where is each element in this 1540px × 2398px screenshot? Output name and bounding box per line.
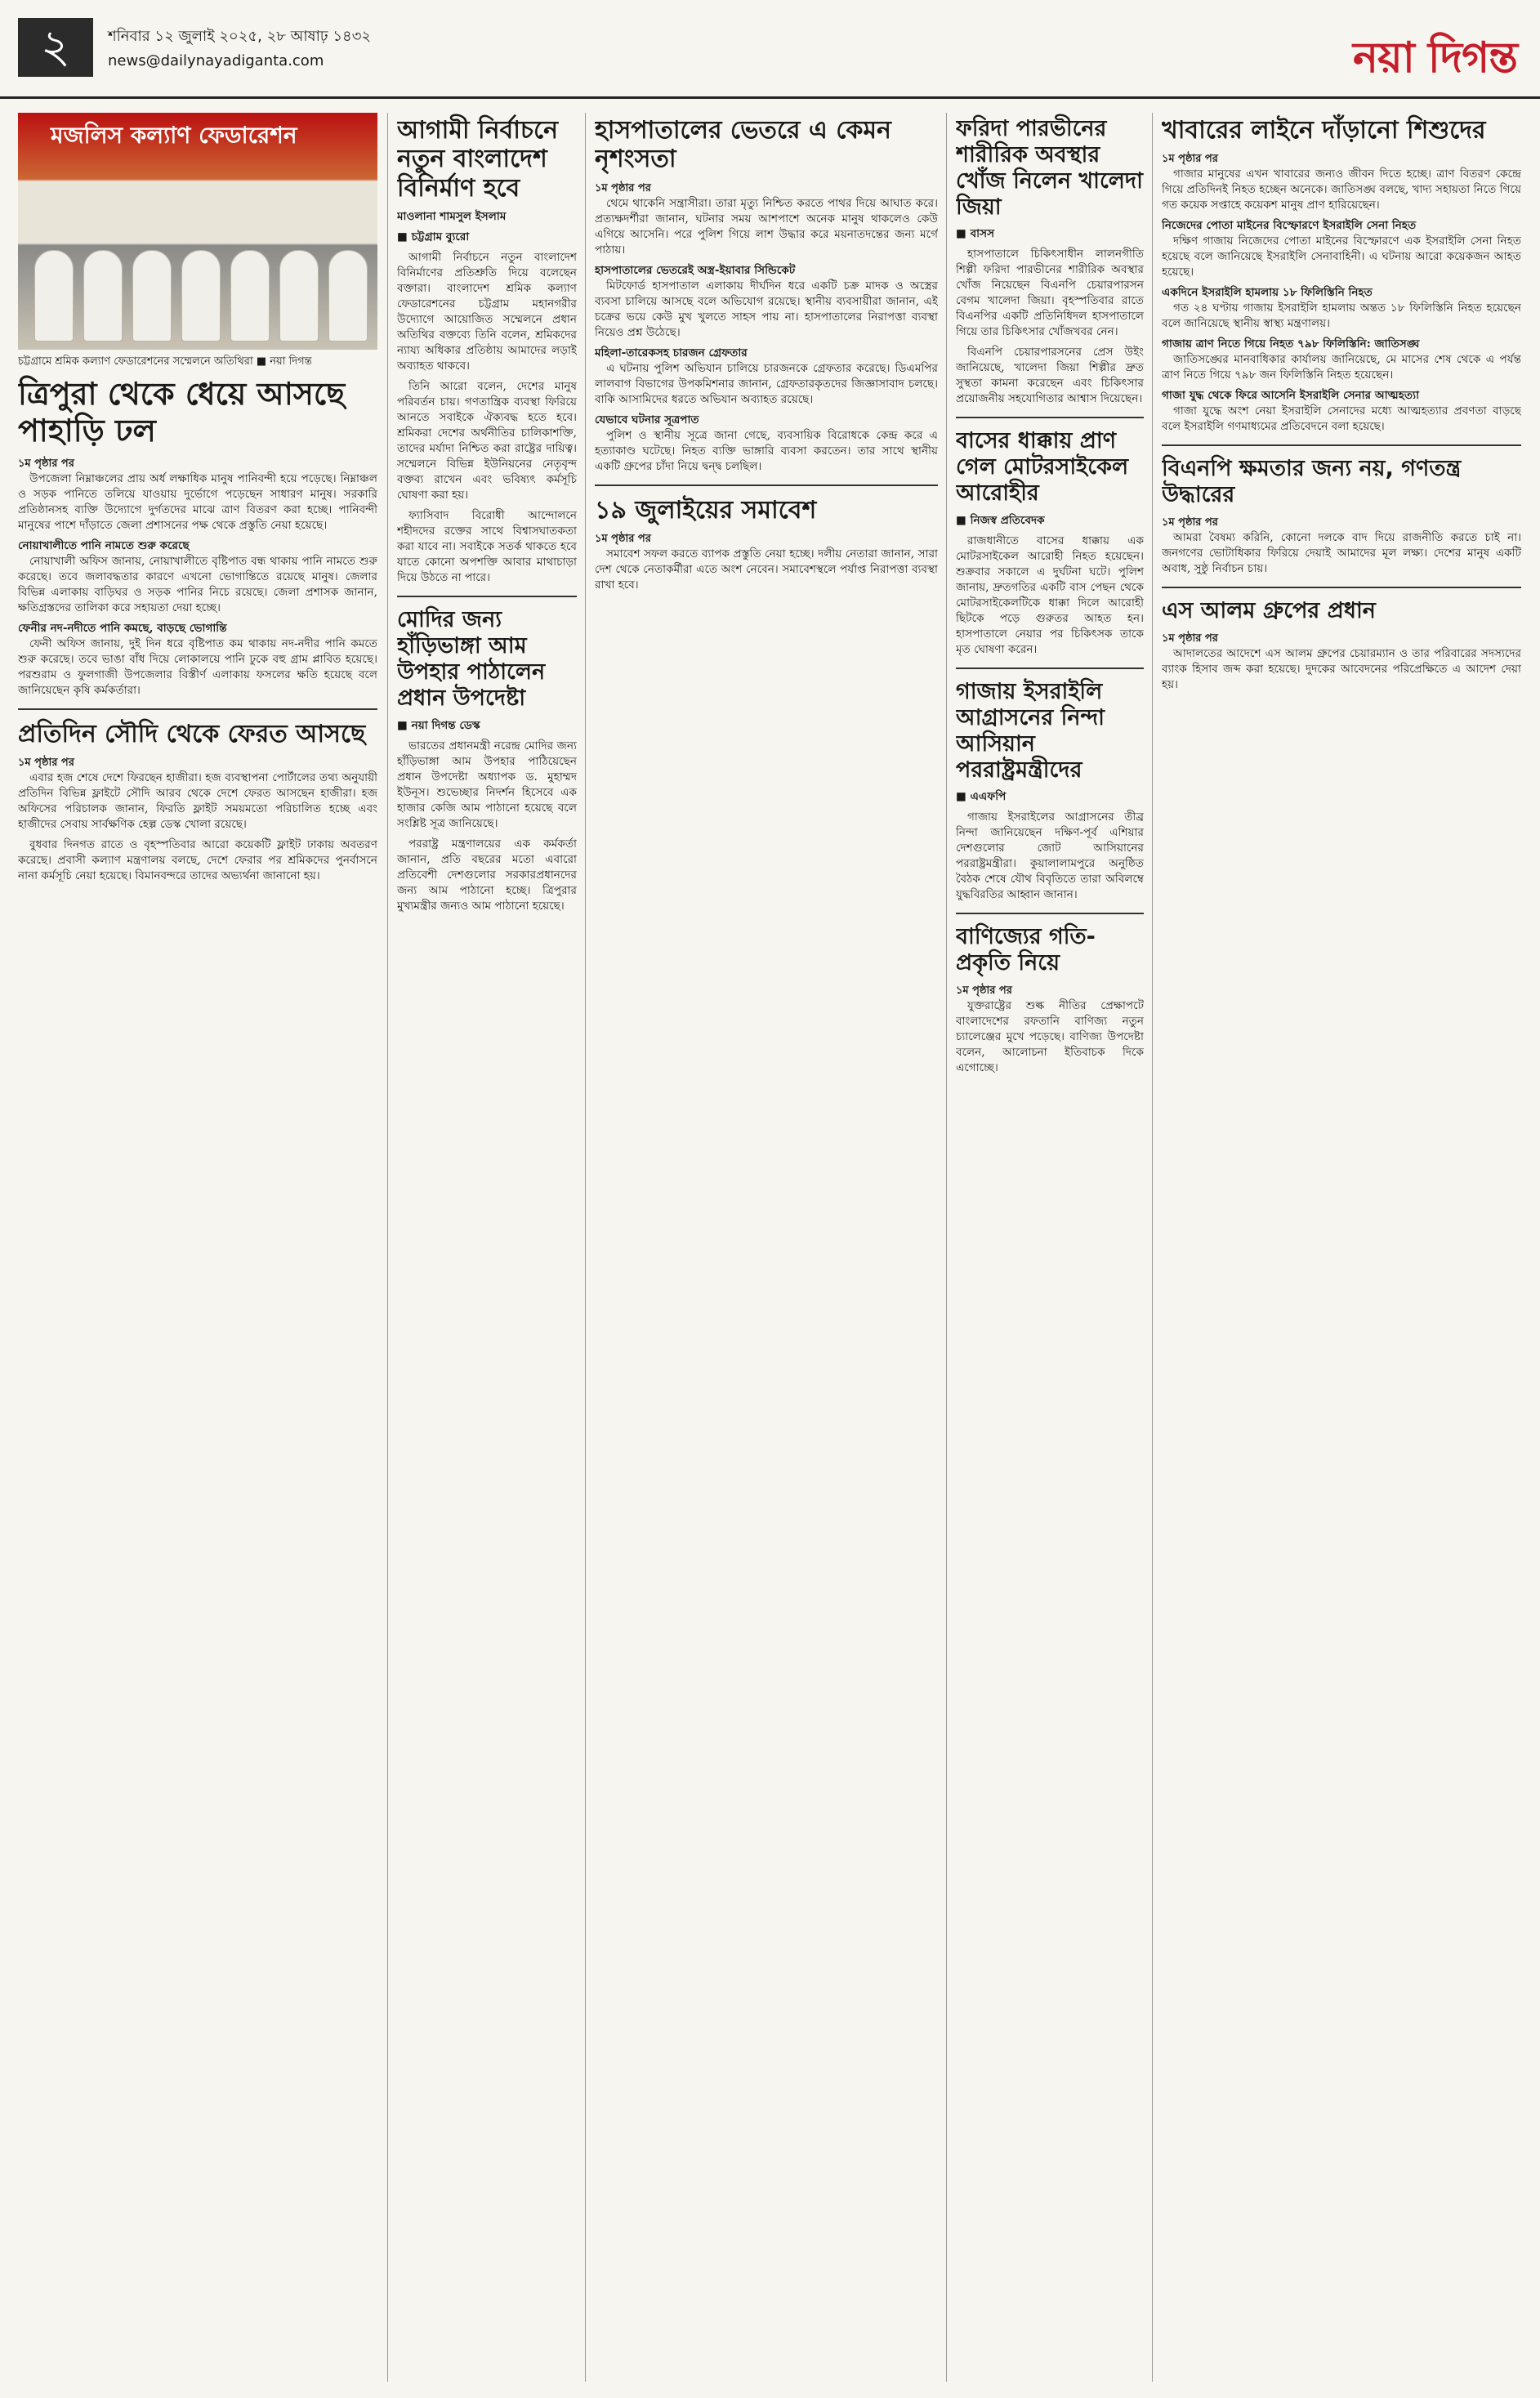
divider [1162, 587, 1521, 588]
paragraph: বিএনপি চেয়ারপারসনের প্রেস উইং জানিয়েছে, খালেদা জিয়া শিল্পীর দ্রুত সুস্থতা কামনা করেছেন এবং চিকিৎসার প্রয়োজনীয় সহযোগিতার আশ্বাস দিয়েছেন। [956, 346, 1144, 406]
divider [956, 913, 1144, 914]
headline-new-bangladesh: আগামী নির্বাচনে নতুন বাংলাদেশ বিনির্মাণ হবে [397, 116, 559, 203]
paragraph: এ ঘটনায় পুলিশ অভিযান চালিয়ে চারজনকে গ্রেফতার করেছে। ডিএমপির লালবাগ বিভাগের উপকমিশনার জানান, গ্রেফতারকৃতদের জিজ্ঞাসাবাদ চলছে। বাকি আসামিদের ধরতে অভিযান অব্যাহত রয়েছে। [595, 361, 938, 406]
byline: ■ চট্টগ্রাম ব্যুরো [397, 230, 470, 244]
paragraph: গাজার মানুষের এখন খাবারের জন্যও জীবন দিতে হচ্ছে। ত্রাণ বিতরণ কেন্দ্রে গিয়ে প্রতিদিনই নিহত হচ্ছেন অনেকে। জাতিসঙ্ঘ বলছে, খাদ্য সহায়তা নিতে গিয়ে গত কয়েক সপ্তাহে কয়েকশ মানুষ প্রাণ হারিয়েছেন। [1162, 167, 1521, 212]
paragraph: নোয়াখালী অফিস জানায়, নোয়াখালীতে বৃষ্টিপাত বন্ধ থাকায় পানি নামতে শুরু করেছে। তবে জলাবদ্ধতার কারণে এখনো ভোগান্তিতে রয়েছে মানুষ। জেলার বিভিন্ন এলাকায় বাড়িঘর ও সড়ক পানির নিচে রয়েছে। জেলা প্রশাসক জানান, ক্ষতিগ্রস্তদের তালিকা করে সহায়তা দেয়া হচ্ছে। [18, 554, 377, 614]
paragraph: গাজায় ইসরাইলের আগ্রাসনের তীব্র নিন্দা জানিয়েছেন দক্ষিণ-পূর্ব এশিয়ার দেশগুলোর জোট আসিয়ানের পররাষ্ট্রমন্ত্রীরা। কুয়ালালামপুরে অনুষ্ঠিত বৈঠক শেষে যৌথ বিবৃতিতে তারা অবিলম্বে যুদ্ধবিরতির আহ্বান জানান। [956, 810, 1144, 902]
continuation-label: ১ম পৃষ্ঠার পর [18, 457, 74, 470]
paragraph: জাতিসঙ্ঘের মানবাধিকার কার্যালয় জানিয়েছে, মে মাসের শেষ থেকে এ পর্যন্ত ত্রাণ নিতে গিয়ে ৭৯৮ জন ফিলিস্তিনি নিহত হয়েছেন। [1162, 353, 1521, 382]
subheading: গাজা যুদ্ধ থেকে ফিরে আসেনি ইসরাইলি সেনার আত্মহত্যা [1162, 389, 1420, 403]
paragraph: ফেনী অফিস জানায়, দুই দিন ধরে বৃষ্টিপাত কম থাকায় নদ-নদীর পানি কমতে শুরু করেছে। তবে ভাঙা বাঁধ দিয়ে লোকালয়ে পানি ঢুকে বহু গ্রাম প্লাবিত হয়েছে। পরশুরাম ও ফুলগাজী উপজেলার বিস্তীর্ণ এলাকায় ফসলের ক্ষতি হয়েছে বলে জানিয়েছেন কৃষি কর্মকর্তারা। [18, 636, 377, 697]
author: মাওলানা শামসুল ইসলাম [397, 210, 507, 224]
divider [397, 596, 577, 597]
newspaper-logo: নয়া দিগন্ত [1353, 33, 1517, 83]
photo-caption: চট্টগ্রামে শ্রমিক কল্যাণ ফেডারেশনের সম্মেলনে অতিথিরা ■ নয়া দিগন্ত [18, 355, 312, 368]
column-5 [1162, 113, 1521, 2382]
byline: ■ নিজস্ব প্রতিবেদক [956, 514, 1045, 528]
paragraph: উপজেলা নিম্নাঞ্চলের প্রায় অর্ধ লক্ষাধিক মানুষ পানিবন্দী হয়ে পড়েছে। নিম্নাঞ্চল ও সড়ক পানিতে তলিয়ে যাওয়ায় দুর্ভোগে পড়েছেন সাধারণ মানুষ। সরকারি প্রতিষ্ঠানসহ ব্যক্তি উদ্যোগে দুর্গতদের মাঝে ত্রাণ বিতরণ করা হচ্ছে। পানিবন্দী মানুষের পাশে দাঁড়াতে জেলা প্রশাসনের পক্ষ থেকে প্রস্তুতি নেয়া হয়েছে। [18, 471, 377, 532]
paragraph: হাসপাতালে চিকিৎসাধীন লালনগীতি শিল্পী ফরিদা পারভীনের শারীরিক অবস্থার খোঁজ নিয়েছেন বিএনপি চেয়ারপারসন বেগম খালেদা জিয়া। বৃহস্পতিবার রাতে বিএনপির একটি প্রতিনিধিদল হাসপাতালে গিয়ে তার চিকিৎসার খোঁজখবর নেন। [956, 248, 1144, 339]
column-divider [1152, 113, 1153, 2382]
photo-banner-text: মজলিস কল্যাণ ফেডারেশন [51, 122, 297, 149]
headline-july-rally: ১৯ জুলাইয়ের সমাবেশ [595, 495, 817, 525]
headline-bnp-democracy: বিএনপি ক্ষমতার জন্য নয়, গণতন্ত্র উদ্ধারের [1162, 456, 1462, 508]
byline: ■ বাসস [956, 227, 995, 241]
headline-saudi-return: প্রতিদিন সৌদি থেকে ফেরত আসছে [18, 719, 366, 748]
paragraph: যুক্তরাষ্ট্রের শুল্ক নীতির প্রেক্ষাপটে বাংলাদেশের রফতানি বাণিজ্য নতুন চ্যালেঞ্জের মুখে পড়েছে। বাণিজ্য উপদেষ্টা বলেন, আলোচনা ইতিবাচক দিকে এগোচ্ছে। [956, 999, 1144, 1075]
paragraph: আমরা বৈষম্য করিনি, কোনো দলকে বাদ দিয়ে রাজনীতি করতে চাই না। জনগণের ভোটাধিকার ফিরিয়ে দেয়াই আমাদের মূল লক্ষ্য। দেশের মানুষ একটি অবাধ, সুষ্ঠু নির্বাচন চায়। [1162, 531, 1521, 576]
divider [595, 485, 938, 486]
paragraph: আগামী নির্বাচনে নতুন বাংলাদেশ বিনির্মাণের প্রতিশ্রুতি দিয়ে বলেছেন বক্তারা। বাংলাদেশ শ্রমিক কল্যাণ ফেডারেশনের চট্টগ্রাম মহানগরীর উদ্যোগে আয়োজিত সম্মেলনে প্রধান অতিথির বক্তব্যে তিনি বলেন, শ্রমিকদের ন্যায্য অধিকার প্রতিষ্ঠায় আমাদের লড়াই অব্যাহত থাকবে। [397, 251, 577, 373]
headline-trade: বাণিজ্যের গতি-প্রকৃতি নিয়ে [956, 924, 1096, 976]
paragraph: পুলিশ ও স্থানীয় সূত্রে জানা গেছে, ব্যবসায়িক বিরোধকে কেন্দ্র করে এ হত্যাকাণ্ড ঘটেছে। নিহত ব্যক্তি ভাঙ্গারি ব্যবসা করতেন। তার সাথে স্থানীয় একটি গ্রুপের চাঁদা নিয়ে দ্বন্দ্ব চলছিল। [595, 428, 938, 473]
continuation-label: ১ম পৃষ্ঠার পর [1162, 516, 1218, 529]
paragraph: দক্ষিণ গাজায় নিজেদের পোতা মাইনের বিস্ফোরণে এক ইসরাইলি সেনা নিহত হয়েছে বলে জানিয়েছে ইসরাইলি সেনাবাহিনী। এ ঘটনায় আরো কয়েকজন আহত হয়েছে। [1162, 234, 1521, 279]
headline-gaza-food-line: খাবারের লাইনে দাঁড়ানো শিশুদের [1162, 116, 1486, 145]
paragraph: তিনি আরো বলেন, দেশের মানুষ পরিবর্তন চায়। গণতান্ত্রিক ব্যবস্থা ফিরিয়ে আনতে সবাইকে ঐক্যবদ্ধ হতে হবে। শ্রমিকরা দেশের অর্থনীতির চালিকাশক্তি, তাদের মর্যাদা নিশ্চিত করা রাষ্ট্রের দায়িত্ব। সম্মেলনে বিভিন্ন ইউনিয়নের নেতৃবৃন্দ বক্তব্য রাখেন এবং ভবিষ্যৎ কর্মসূচি ঘোষণা করা হয়। [397, 380, 577, 502]
continuation-label: ১ম পৃষ্ঠার পর [18, 757, 74, 770]
paragraph: গাজা যুদ্ধে অংশ নেয়া ইসরাইলি সেনাদের মধ্যে আত্মহত্যার প্রবণতা বাড়ছে বলে ইসরাইলি গণমাধ্যমের প্রতিবেদনে বলা হয়েছে। [1162, 404, 1521, 434]
byline: ■ নয়া দিগন্ত ডেস্ক [397, 718, 480, 732]
paragraph: এবার হজ শেষে দেশে ফিরছেন হাজীরা। হজ ব্যবস্থাপনা পোর্টালের তথ্য অনুযায়ী প্রতিদিন বিভিন্ন ফ্লাইটে সৌদি আরব থেকে দেশে ফেরত আসছেন হাজীরা। হজ অফিসের পরিচালক জানান, ফিরতি ফ্লাইট সময়মতো পরিচালিত হচ্ছে এবং হাজীদের সেবায় সার্বক্ষণিক হেল্প ডেস্ক খোলা রয়েছে। [18, 771, 377, 832]
headline-s-alam: এস আলম গ্রুপের প্রধান [1162, 598, 1376, 624]
continuation-label: ১ম পৃষ্ঠার পর [1162, 632, 1218, 645]
paragraph: ভারতের প্রধানমন্ত্রী নরেন্দ্র মোদির জন্য হাঁড়িভাঙ্গা আম উপহার পাঠিয়েছেন প্রধান উপদেষ্টা অধ্যাপক ড. মুহাম্মদ ইউনূস। শুভেচ্ছার নিদর্শন হিসেবে এক হাজার কেজি আম পাঠানো হয়েছে বলে সংশ্লিষ্ট সূত্র জানিয়েছে। [397, 739, 577, 830]
contact-email: news@dailynayadiganta.com [108, 52, 324, 69]
paragraph: ফ্যাসিবাদ বিরোধী আন্দোলনে শহীদদের রক্তের সাথে বিশ্বাসঘাতকতা করা যাবে না। সবাইকে সতর্ক থাকতে হবে যাতে কোনো অপশক্তি আবার মাথাচাড়া দিয়ে উঠতে না পারে। [397, 509, 577, 585]
column-3 [595, 113, 938, 2382]
byline: ■ এএফপি [956, 790, 1007, 804]
paragraph: মিটফোর্ড হাসপাতাল এলাকায় দীর্ঘদিন ধরে একটি চক্র মাদক ও অস্ত্রের ব্যবসা চালিয়ে আসছে বলে অভিযোগ রয়েছে। স্থানীয় ব্যবসায়ীরা জানান, এই চক্রের ভয়ে কেউ মুখ খুলতে সাহস পায় না। হাসপাতালের নিরাপত্তা ব্যবস্থা নিয়েও প্রশ্ন উঠেছে। [595, 279, 938, 339]
divider [956, 668, 1144, 669]
column-divider [585, 113, 586, 2382]
subheading: নোয়াখালীতে পানি নামতে শুরু করেছে [18, 538, 190, 552]
subheading: যেভাবে ঘটনার সূত্রপাত [595, 413, 699, 426]
divider [1162, 444, 1521, 446]
subheading: নিজেদের পোতা মাইনের বিস্ফোরণে ইসরাইলি সেনা নিহত [1162, 219, 1417, 233]
paragraph: পররাষ্ট্র মন্ত্রণালয়ের এক কর্মকর্তা জানান, প্রতি বছরের মতো এবারো প্রতিবেশী দেশগুলোর সরকারপ্রধানদের জন্য আম পাঠানো হচ্ছে। ত্রিপুরার মুখ্যমন্ত্রীর জন্যও আম পাঠানো হয়েছে। [397, 837, 577, 913]
headline-asean-gaza: গাজায় ইসরাইলি আগ্রাসনের নিন্দা আসিয়ান পররাষ্ট্রমন্ত্রীদের [956, 679, 1105, 783]
column-divider [387, 113, 388, 2382]
headline-farida-parvin: ফরিদা পারভীনের শারীরিক অবস্থার খোঁজ নিলেন খালেদা জিয়া [956, 116, 1143, 220]
headline-tripura-flood: ত্রিপুরা থেকে ধেয়ে আসছে পাহাড়ি ঢল [18, 376, 346, 449]
continuation-label: ১ম পৃষ্ঠার পর [595, 181, 651, 194]
masthead [0, 0, 1540, 99]
photo-people [18, 227, 377, 342]
continuation-label: ১ম পৃষ্ঠার পর [1162, 153, 1218, 166]
continuation-label: ১ম পৃষ্ঠার পর [956, 985, 1012, 998]
headline-mango-gift: মোদির জন্য হাঁড়িভাঙ্গা আম উপহার পাঠালেন প্রধান উপদেষ্টা [397, 607, 546, 711]
continuation-label: ১ম পৃষ্ঠার পর [595, 533, 651, 546]
column-divider [946, 113, 947, 2382]
column-1 [18, 113, 377, 2382]
paragraph: বুধবার দিনগত রাতে ও বৃহস্পতিবার আরো কয়েকটি ফ্লাইট ঢাকায় অবতরণ করেছে। প্রবাসী কল্যাণ মন্ত্রণালয় বলছে, দেশে ফেরার পর শ্রমিকদের পুনর্বাসনে নানা কর্মসূচি নেয়া হয়েছে। বিমানবন্দরে তাদের অভ্যর্থনা জানানো হয়। [18, 838, 377, 883]
paragraph: রাজধানীতে বাসের ধাক্কায় এক মোটরসাইকেল আরোহী নিহত হয়েছেন। শুক্রবার সকালে এ দুর্ঘটনা ঘটে। পুলিশ জানায়, দ্রুতগতির একটি বাস পেছন থেকে মোটরসাইকেলটিকে ধাক্কা দিলে আরোহী ছিটকে পড়ে গুরুতর আহত হন। হাসপাতালে নেয়ার পর চিকিৎসক তাকে মৃত ঘোষণা করেন। [956, 534, 1144, 657]
subheading: ফেনীর নদ-নদীতে পানি কমছে, বাড়ছে ভোগান্তি [18, 621, 227, 635]
event-photo [18, 113, 377, 350]
subheading: গাজায় ত্রাণ নিতে গিয়ে নিহত ৭৯৮ ফিলিস্তিনি: জাতিসঙ্ঘ [1162, 337, 1420, 351]
dateline: শনিবার ১২ জুলাই ২০২৫, ২৮ আষাঢ় ১৪৩২ [108, 28, 372, 45]
column-2 [397, 113, 577, 2382]
paragraph: গত ২৪ ঘণ্টায় গাজায় ইসরাইলি হামলায় অন্তত ১৮ ফিলিস্তিনি নিহত হয়েছেন বলে জানিয়েছে স্থানীয় স্বাস্থ্য মন্ত্রণালয়। [1162, 301, 1521, 331]
paragraph: আদালতের আদেশে এস আলম গ্রুপের চেয়ারম্যান ও তার পরিবারের সদস্যদের ব্যাংক হিসাব জব্দ করা হয়েছে। দুদকের আবেদনের পরিপ্রেক্ষিতে এ আদেশ দেয়া হয়। [1162, 646, 1521, 691]
divider [956, 417, 1144, 418]
headline-hospital-brutality: হাসপাতালের ভেতরে এ কেমন নৃশংসতা [595, 116, 891, 174]
paragraph: সমাবেশ সফল করতে ব্যাপক প্রস্তুতি নেয়া হচ্ছে। দলীয় নেতারা জানান, সারা দেশ থেকে নেতাকর্মীরা এতে অংশ নেবেন। সমাবেশস্থলে পর্যাপ্ত নিরাপত্তা ব্যবস্থা রাখা হবে। [595, 547, 938, 592]
page-number: ২ [18, 18, 93, 77]
paragraph: থেমে থাকেনি সন্ত্রাসীরা। তারা মৃত্যু নিশ্চিত করতে পাথর দিয়ে আঘাত করে। প্রত্যক্ষদর্শীরা জানান, ঘটনার সময় আশপাশে অনেক মানুষ থাকলেও কেউ এগিয়ে আসেনি। পরে পুলিশ গিয়ে লাশ উদ্ধার করে ময়নাতদন্তের জন্য মর্গে পাঠায়। [595, 196, 938, 257]
divider [18, 708, 377, 710]
subheading: হাসপাতালের ভেতরেই অস্ত্র-ইয়াবার সিন্ডিকেট [595, 263, 796, 277]
column-4 [956, 113, 1144, 2382]
subheading: একদিনে ইসরাইলি হামলায় ১৮ ফিলিস্তিনি নিহত [1162, 286, 1373, 300]
subheading: মহিলা-তারেকসহ চারজন গ্রেফতার [595, 346, 748, 359]
headline-bus-accident: বাসের ধাক্কায় প্রাণ গেল মোটরসাইকেল আরোহীর [956, 428, 1129, 507]
